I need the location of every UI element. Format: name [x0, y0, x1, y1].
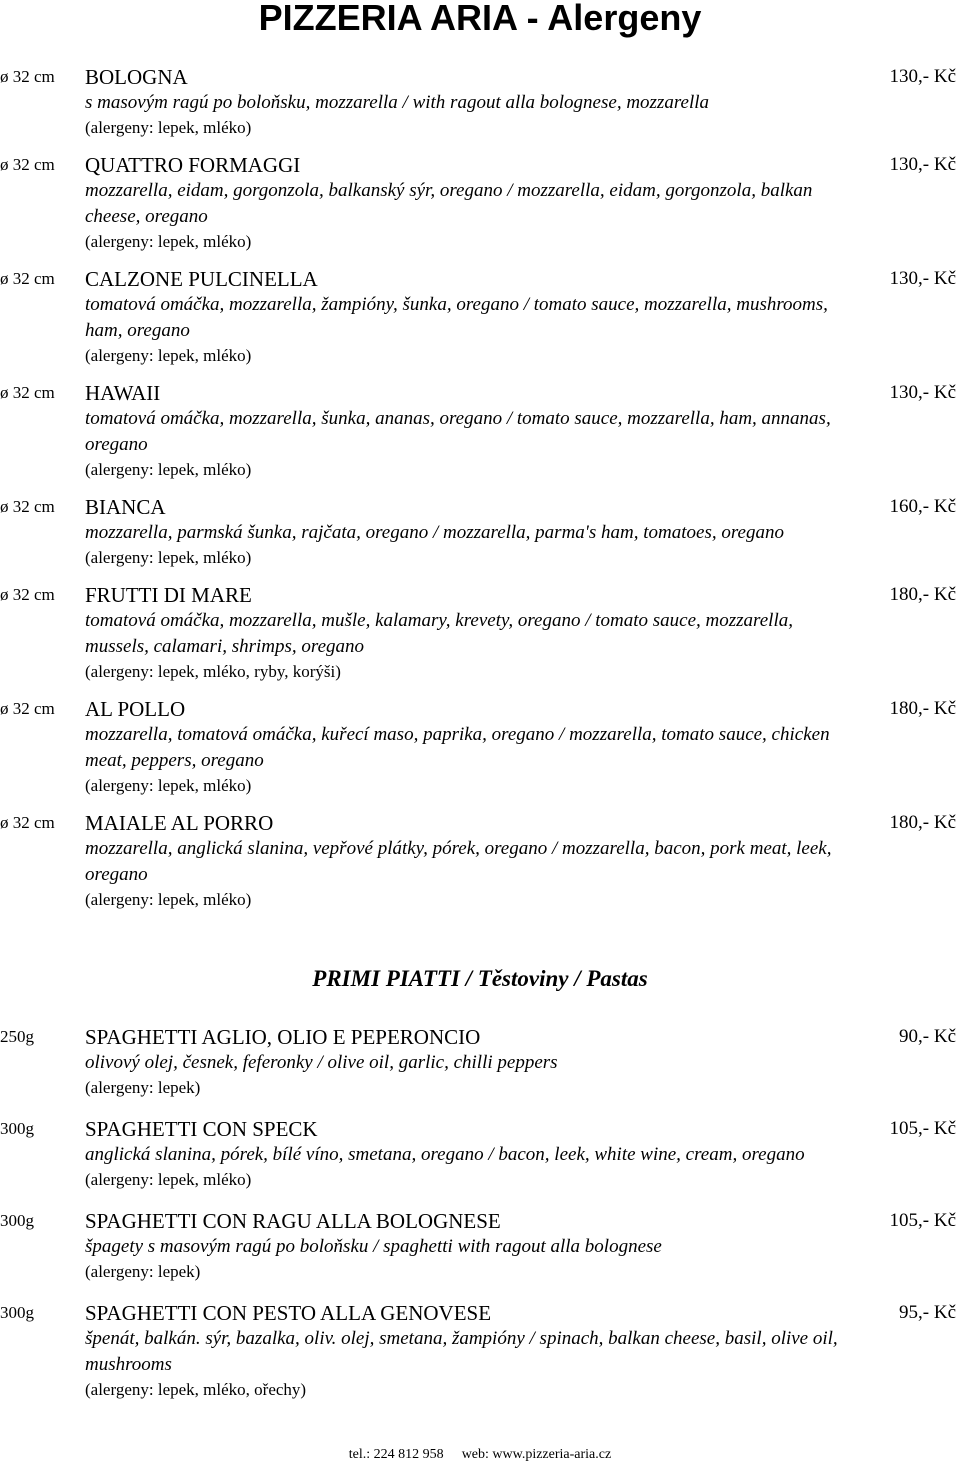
item-description: olivový olej, česnek, feferonky / olive oil, garlic, chilli peppers — [85, 1052, 558, 1073]
page-title: PIZZERIA ARIA - Alergeny — [258, 0, 702, 38]
item-allergens: (alergeny: lepek, mléko) — [85, 548, 252, 567]
item-price: 130,- Kč — [889, 154, 956, 175]
item-description: mozzarella, tomatová omáčka, kuřecí maso, paprika, oregano / mozzarella, tomato sauce, chicken meat, peppers, oregano — [85, 724, 830, 771]
pasta-section-heading: PRIMI PIATTI / Těstoviny / Pastas — [312, 966, 648, 991]
item-allergens: (alergeny: lepek, mléko) — [85, 232, 252, 251]
item-name: AL POLLO — [85, 697, 186, 721]
item-price: 160,- Kč — [889, 496, 956, 517]
item-description: anglická slanina, pórek, bílé víno, smetana, oregano / bacon, leek, white wine, cream, oregano — [85, 1144, 805, 1165]
item-description: mozzarella, parmská šunka, rajčata, oregano / mozzarella, parma's ham, tomatoes, oregano — [85, 522, 784, 543]
item-name: CALZONE PULCINELLA — [85, 267, 318, 291]
item-allergens: (alergeny: lepek, mléko) — [85, 118, 252, 137]
item-name: FRUTTI DI MARE — [85, 583, 252, 607]
item-allergens: (alergeny: lepek, mléko) — [85, 460, 252, 479]
item-size: ø 32 cm — [0, 699, 55, 718]
menu-item — [0, 696, 960, 797]
item-price: 180,- Kč — [889, 698, 956, 719]
item-size: 300g — [0, 1211, 34, 1230]
item-size: ø 32 cm — [0, 383, 55, 402]
item-price: 180,- Kč — [889, 812, 956, 833]
item-size: ø 32 cm — [0, 269, 55, 288]
menu-item — [0, 1024, 960, 1099]
item-price: 130,- Kč — [889, 66, 956, 87]
item-allergens: (alergeny: lepek, mléko) — [85, 346, 252, 365]
item-size: ø 32 cm — [0, 585, 55, 604]
item-description: tomatová omáčka, mozzarella, šunka, ananas, oregano / tomato sauce, mozzarella, ham, annanas, oregano — [85, 408, 831, 455]
item-name: SPAGHETTI CON RAGU ALLA BOLOGNESE — [85, 1209, 501, 1233]
menu-item — [0, 1208, 960, 1283]
item-description: s masovým ragú po boloňsku, mozzarella / with ragout alla bolognese, mozzarella — [85, 92, 710, 113]
item-allergens: (alergeny: lepek, mléko) — [85, 890, 252, 909]
item-allergens: (alergeny: lepek) — [85, 1078, 201, 1097]
menu-item — [0, 266, 960, 367]
item-description: mozzarella, anglická slanina, vepřové plátky, pórek, oregano / mozzarella, bacon, pork meat, leek, oregano — [85, 838, 832, 885]
item-name: MAIALE AL PORRO — [85, 811, 274, 835]
item-price: 105,- Kč — [889, 1118, 956, 1139]
item-name: HAWAII — [85, 381, 161, 405]
item-allergens: (alergeny: lepek, mléko, ryby, korýši) — [85, 662, 341, 681]
item-name: QUATTRO FORMAGGI — [85, 153, 301, 177]
item-price: 130,- Kč — [889, 382, 956, 403]
item-name: BIANCA — [85, 495, 166, 519]
menu-item — [0, 64, 960, 139]
item-price: 180,- Kč — [889, 584, 956, 605]
item-allergens: (alergeny: lepek, mléko) — [85, 776, 252, 795]
menu-item — [0, 810, 960, 911]
item-name: SPAGHETTI CON PESTO ALLA GENOVESE — [85, 1301, 492, 1325]
item-size: ø 32 cm — [0, 155, 55, 174]
item-name: BOLOGNA — [85, 65, 188, 89]
footer — [0, 1446, 960, 1464]
item-description: špagety s masovým ragú po boloňsku / spaghetti with ragout alla bolognese — [85, 1236, 662, 1257]
item-description: špenát, balkán. sýr, bazalka, oliv. olej, smetana, žampióny / spinach, balkan cheese, basil, olive oil, mushrooms — [85, 1328, 838, 1375]
item-price: 90,- Kč — [899, 1026, 956, 1047]
pizza-menu — [0, 64, 960, 924]
menu-item — [0, 152, 960, 253]
item-price: 130,- Kč — [889, 268, 956, 289]
item-name: SPAGHETTI AGLIO, OLIO E PEPERONCIO — [85, 1025, 481, 1049]
item-name: SPAGHETTI CON SPECK — [85, 1117, 318, 1141]
pasta-menu — [0, 1024, 960, 1418]
menu-item — [0, 380, 960, 481]
item-size: ø 32 cm — [0, 813, 55, 832]
item-description: tomatová omáčka, mozzarella, žampióny, šunka, oregano / tomato sauce, mozzarella, mushrooms, ham, oregano — [85, 294, 828, 341]
item-allergens: (alergeny: lepek) — [85, 1262, 201, 1281]
item-price: 105,- Kč — [889, 1210, 956, 1231]
item-allergens: (alergeny: lepek, mléko, ořechy) — [85, 1380, 307, 1399]
menu-item — [0, 1116, 960, 1191]
item-size: 250g — [0, 1027, 34, 1046]
item-price: 95,- Kč — [899, 1302, 956, 1323]
item-size: 300g — [0, 1119, 34, 1138]
item-description: tomatová omáčka, mozzarella, mušle, kalamary, krevety, oregano / tomato sauce, mozzarella, mussels, calamari, shrimps, oregano — [85, 610, 793, 657]
item-size: 300g — [0, 1303, 34, 1322]
menu-item — [0, 494, 960, 569]
menu-item — [0, 582, 960, 683]
footer-phone: tel.: 224 812 958 — [348, 1447, 444, 1462]
item-description: mozzarella, eidam, gorgonzola, balkanský sýr, oregano / mozzarella, eidam, gorgonzola, balkan cheese, oregano — [85, 180, 813, 227]
item-size: ø 32 cm — [0, 497, 55, 516]
item-allergens: (alergeny: lepek, mléko) — [85, 1170, 252, 1189]
menu-item — [0, 1300, 960, 1401]
item-size: ø 32 cm — [0, 67, 55, 86]
footer-web: web: www.pizzeria-aria.cz — [461, 1447, 612, 1462]
